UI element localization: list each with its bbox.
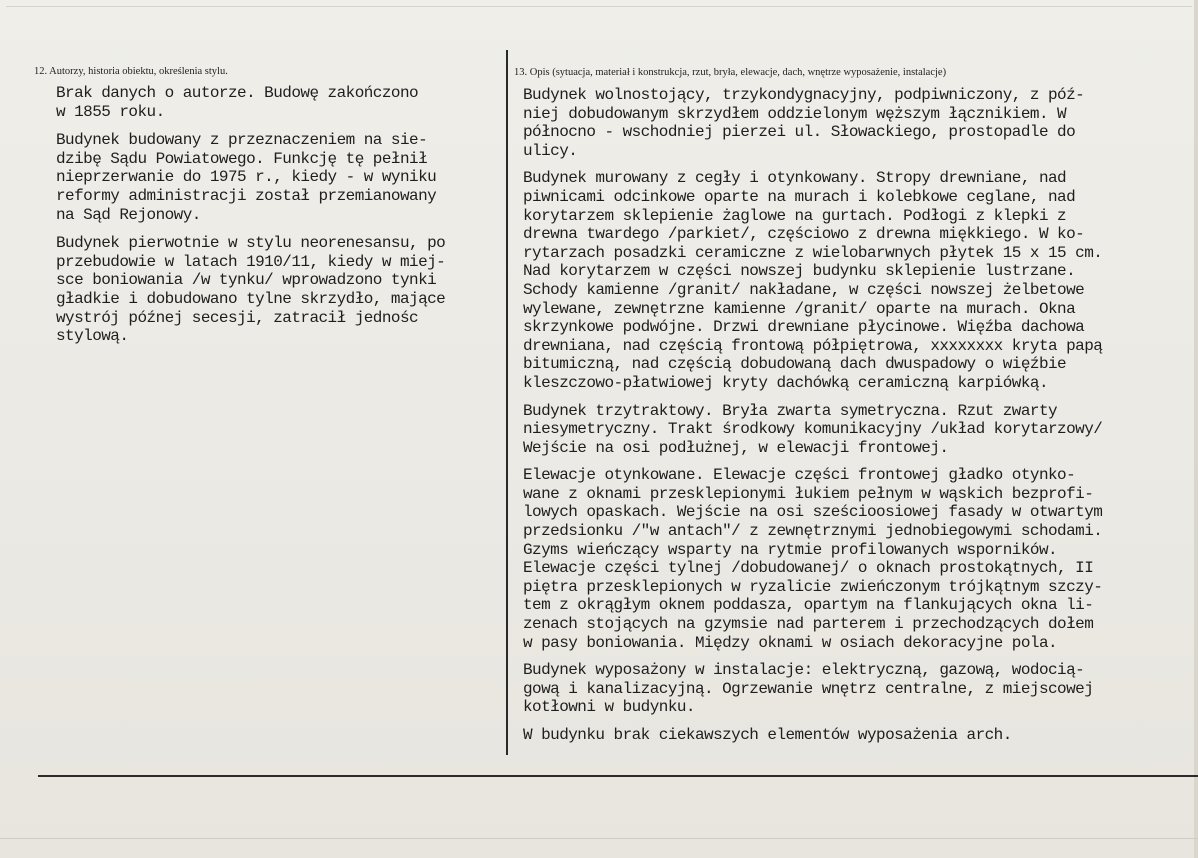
paragraph: W budynku brak ciekawszych elementów wyposażenia arch.: [523, 726, 1012, 744]
bottom-rule: [38, 775, 1198, 777]
paragraph: Budynek pierwotnie w stylu neorenesansu, po przebudowie w latach 1910/11, kiedy w miej- sce boniowania /w tynku/ wprowadzono tynki gładkie i dobudowano tylne skrzydło, mające wystrój późnej secesji, zatracił jednośc stylową.: [56, 234, 446, 346]
section-12-header: 12. Autorzy, historia obiektu, określenia stylu.: [34, 66, 228, 77]
top-rule: [6, 6, 1192, 7]
paragraph: Budynek budowany z przeznaczeniem na sie- dzibę Sądu Powiatowego. Funkcję tę pełnił nieprzerwanie do 1975 r., kiedy - w wyniku reformy administracji został przemianowany na Sąd Rejonowy.: [56, 131, 437, 224]
column-divider: [506, 50, 508, 755]
paragraph: Budynek wolnostojący, trzykondygnacyjny, podpiwniczony, z póź- niej dobudowanym skrzydłem oddzielonym węższym łącznikiem. W północno - wschodniej pierzei ul. Słowackiego, prostopadle do ulicy.: [523, 86, 1085, 160]
lower-faint-rule: [0, 838, 1198, 839]
section-12-text: [56, 84, 506, 356]
paragraph: Budynek trzytraktowy. Bryła zwarta symetryczna. Rzut zwarty niesymetryczny. Trakt środkowy komunikacyjny /układ korytarzowy/ Wejście na osi podłużnej, w elewacji frontowej.: [523, 401, 1103, 457]
paragraph: Brak danych o autorze. Budowę zakończono w 1855 roku.: [56, 84, 419, 121]
paragraph: Elewacje otynkowane. Elewacje części frontowej gładko otynko- wane z oknami przesklepionymi łukiem pełnym w wąskich bezprofi- lowych opaskach. Wejście na osi sześcioosiowej fasady w otwartym przedsionku /"w antach"/ z zewnętrznymi jednobiegowymi schodami. Gzyms wieńczący wsparty na rytmie profilowanych wsporników. Elewacje części tylnej /dobudowanej/ o oknach prostokątnych, II piętra przesklepionych w ryzalicie zwieńczonym trójkątnym szczy- tem z okrągłym oknem poddasza, opartym na flankujących okna li- zenach stojących na gzymsie nad parterem i przechodzących dołem w pasy boniowania. Między oknami w osiach dekoracyjne pola.: [523, 466, 1103, 652]
paragraph: Budynek murowany z cegły i otynkowany. Stropy drewniane, nad piwnicami odcinkowe oparte na murach i kolebkowe ceglane, nad korytarzem sklepienie żaglowe na gurtach. Podłogi z klepki z drewna twardego /parkiet/, częściowo z drewna miękkiego. W ko- rytarzach posadzki ceramiczne z wielobarwnych płytek 15 x 15 cm. Nad korytarzem w części nowszej budynku sklepienie lustrzane. Schody kamienne /granit/ nakładane, w części nowszej żelbetowe wylewane, zewnętrzne kamienne /granit/ oparte na murach. Okna skrzynkowe podwójne. Drzwi drewniane płycinowe. Więźba dachowa drewniana, nad częścią frontową półpiętrowa, xxxxxxxx kryta papą bitumiczną, nad częścią dobudowaną dach dwuspadowy o więźbie kleszczowo-płatwiowej kryty dachówką ceramiczną karpiówką.: [523, 169, 1103, 392]
paragraph: Budynek wyposażony w instalacje: elektryczną, gazową, wodocią- gową i kanalizacyjną. Ogrzewanie wnętrz centralne, z miejscowej kotłowni w budynku.: [523, 661, 1094, 717]
section-13-header: 13. Opis (sytuacja, materiał i konstrukcja, rzut, bryła, elewacje, dach, wnętrze wyposażenie, instalacje): [514, 67, 947, 78]
section-13-text: [523, 86, 1195, 754]
